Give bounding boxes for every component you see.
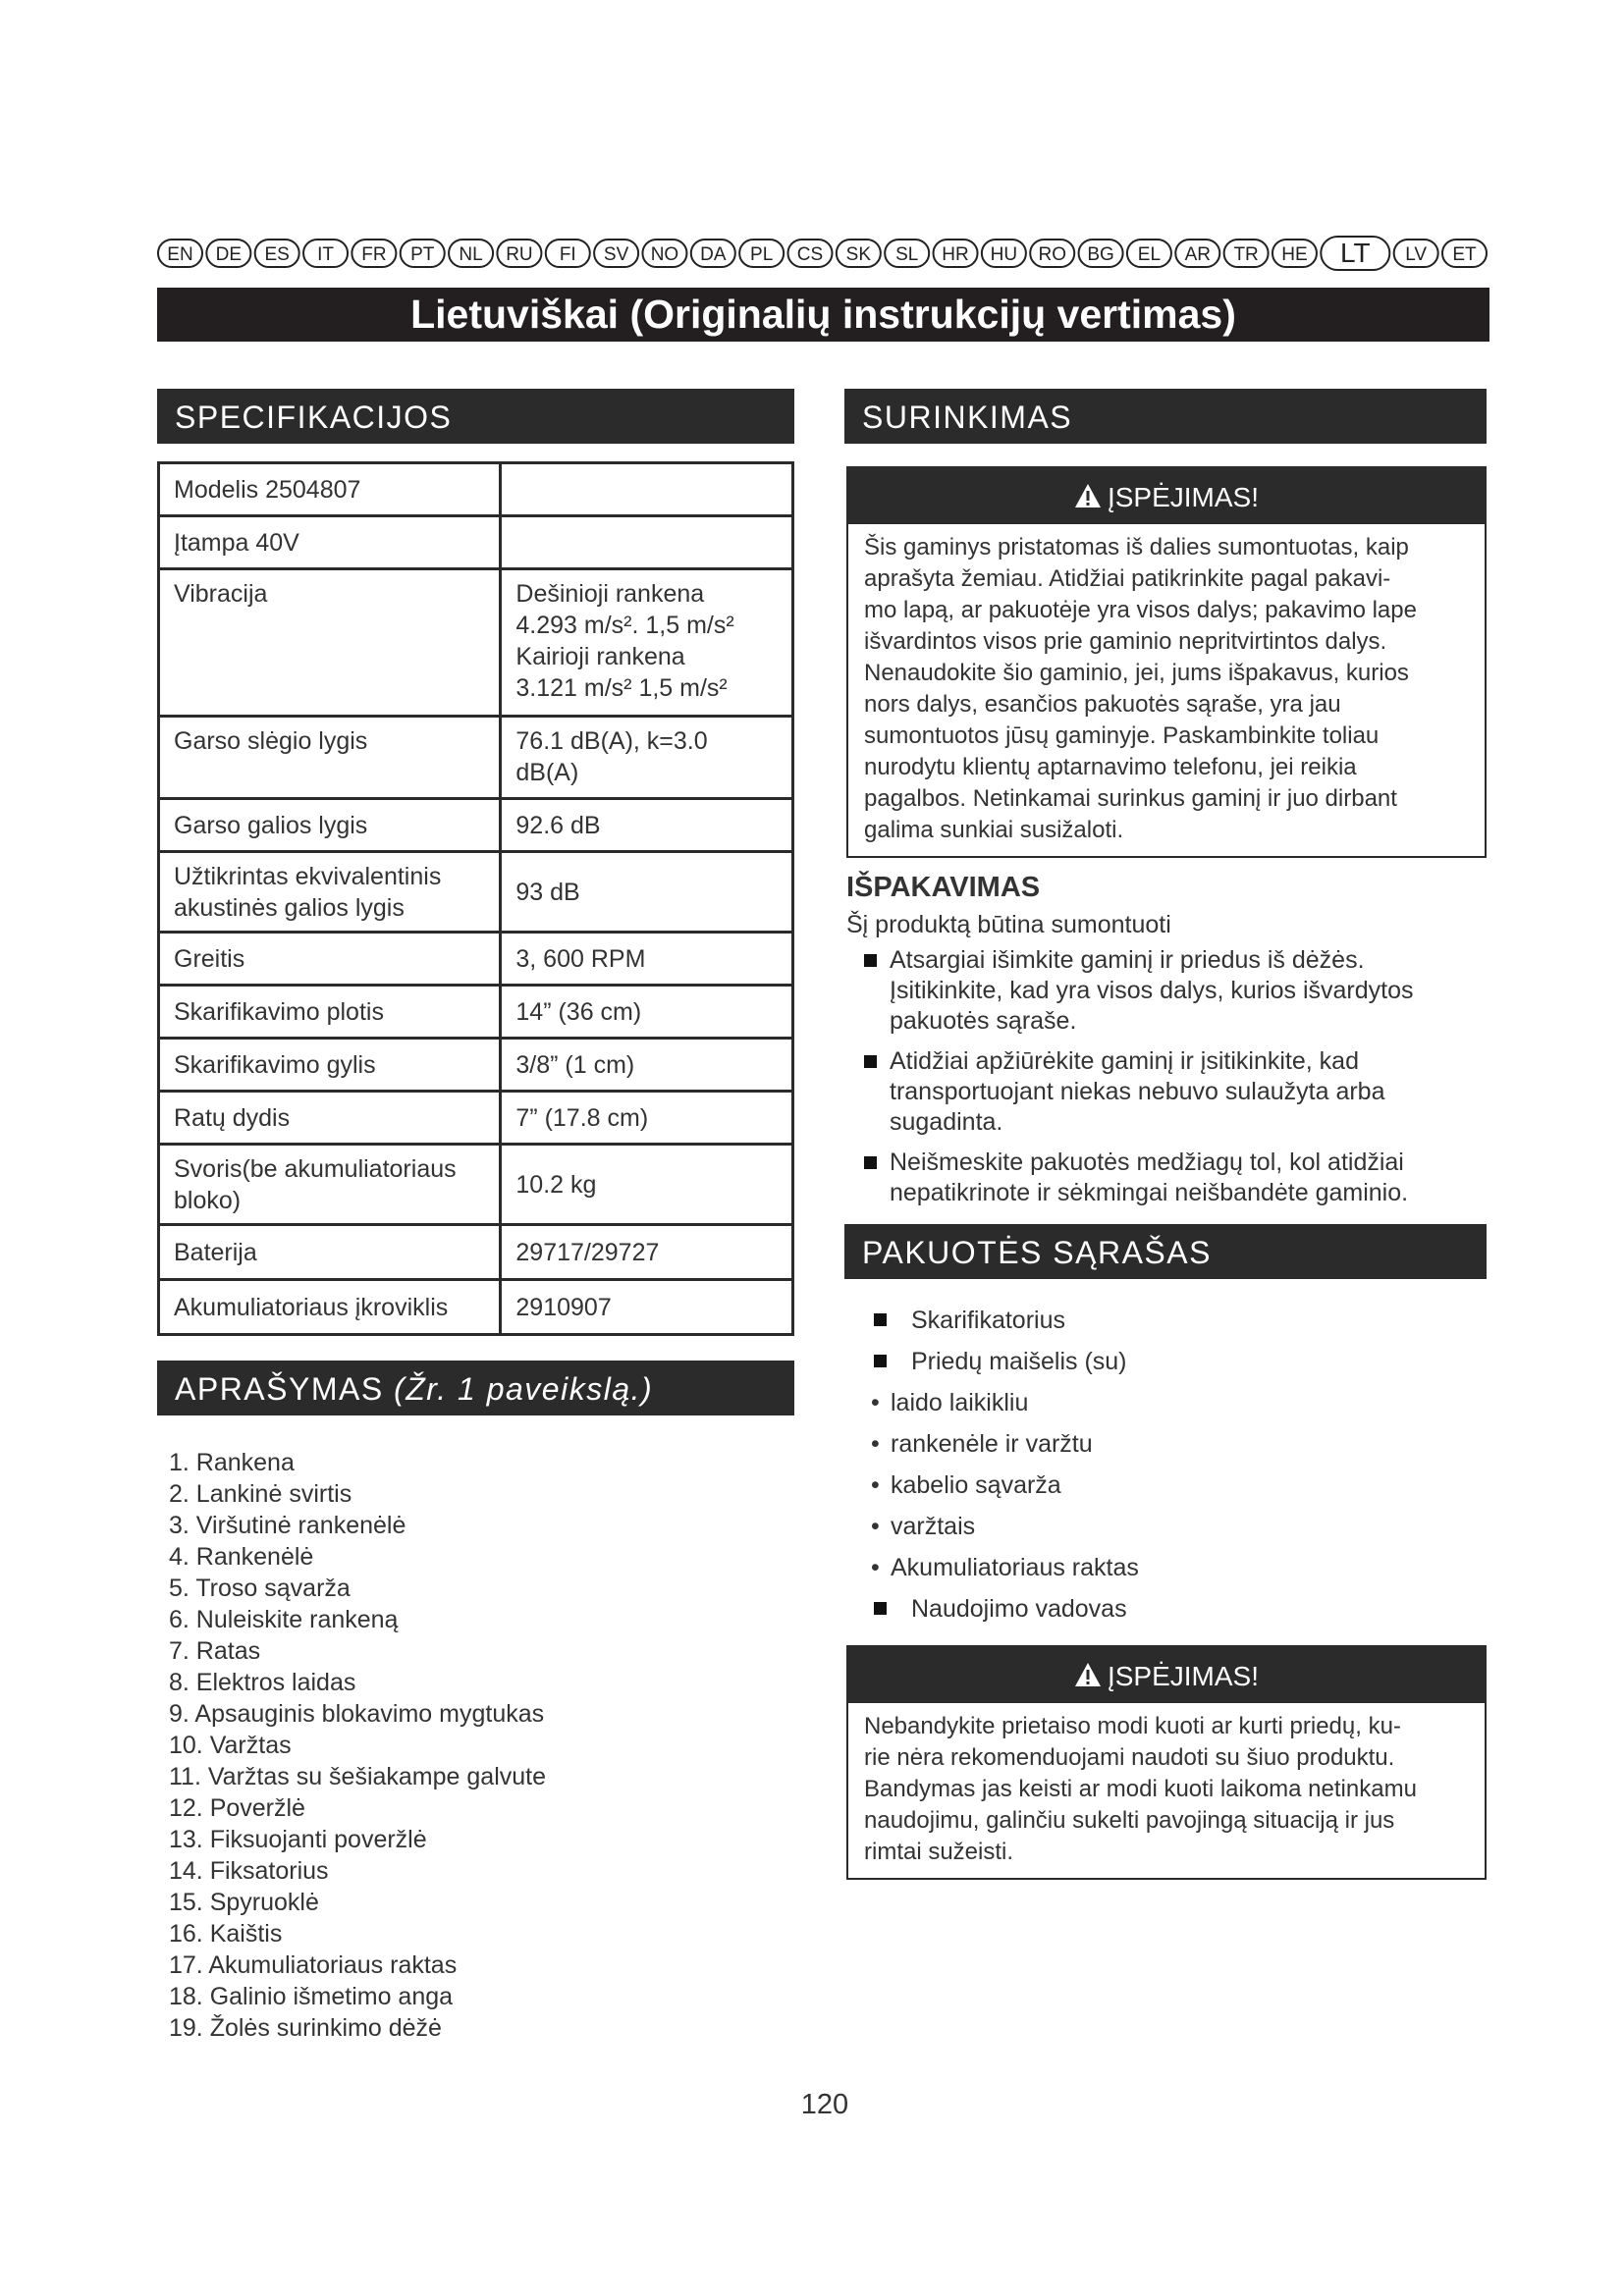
language-tab-hu[interactable] bbox=[982, 240, 1026, 267]
spec-label: Greitis bbox=[159, 933, 501, 986]
svg-text:NO: NO bbox=[650, 244, 679, 265]
warning-line: nors dalys, esančios pakuotės sąraše, yra jau bbox=[864, 691, 1341, 718]
table-row bbox=[159, 986, 793, 1039]
package-item bbox=[869, 1588, 1478, 1629]
unpacking-step-line: transportuojant niekas nebuvo sulaužyta arba bbox=[890, 1078, 1385, 1105]
package-item-label: Naudojimo vadovas bbox=[911, 1595, 1127, 1623]
unpacking-steps-list bbox=[864, 945, 1483, 1218]
language-tab-strip bbox=[157, 236, 1488, 271]
table-row bbox=[159, 516, 793, 569]
warning-box-assembly bbox=[846, 466, 1487, 858]
warning-line: Nenaudokite šio gaminio, jei, jums išpakavus, kurios bbox=[864, 660, 1409, 686]
svg-text:SV: SV bbox=[603, 244, 629, 265]
square-bullet-icon bbox=[864, 1156, 877, 1169]
svg-text:NL: NL bbox=[459, 244, 483, 265]
package-list-heading: PAKUOTĖS SĄRAŠAS bbox=[844, 1224, 1487, 1279]
table-row bbox=[159, 1225, 793, 1280]
svg-text:HE: HE bbox=[1281, 244, 1308, 265]
package-item bbox=[869, 1547, 1478, 1588]
svg-text:DE: DE bbox=[215, 244, 243, 265]
description-item: 18. Galinio išmetimo anga bbox=[169, 1983, 454, 2010]
dot-bullet-icon: • bbox=[871, 1471, 880, 1499]
language-tab-sk[interactable] bbox=[837, 240, 881, 267]
svg-text:LT: LT bbox=[1340, 238, 1371, 268]
spec-value bbox=[501, 717, 793, 799]
language-tab-de[interactable] bbox=[206, 240, 250, 267]
page-title: Lietuviškai (Originalių instrukcijų vertimas) bbox=[157, 288, 1489, 342]
description-item: 11. Varžtas su šešiakampe galvute bbox=[169, 1763, 546, 1790]
spec-label: Akumuliatoriaus įkroviklis bbox=[159, 1280, 501, 1335]
table-row bbox=[159, 1092, 793, 1145]
unpacking-step-line: Įsitikinkite, kad yra visos dalys, kurios išvardytos bbox=[890, 977, 1414, 1004]
package-item-label: Akumuliatoriaus raktas bbox=[891, 1554, 1139, 1581]
warning-line: Nebandykite prietaiso modi kuoti ar kurti priedų, ku- bbox=[864, 1713, 1401, 1739]
language-tab-hr[interactable] bbox=[934, 240, 978, 267]
table-row bbox=[159, 569, 793, 717]
svg-text:PT: PT bbox=[410, 244, 435, 265]
spec-value-line: dB(A) bbox=[515, 759, 579, 786]
language-tab-pl[interactable] bbox=[739, 240, 784, 267]
warning-line: išvardintos visos prie gaminio nepritvirtintos dalys. bbox=[864, 628, 1387, 655]
language-tab-no[interactable] bbox=[642, 240, 686, 267]
spec-value-line: 3.121 m/s² 1,5 m/s² bbox=[515, 674, 728, 702]
spec-label-line: Užtikrintas ekvivalentinis bbox=[174, 862, 442, 890]
dot-bullet-icon: • bbox=[871, 1554, 880, 1581]
language-tab-sl[interactable] bbox=[885, 240, 929, 267]
description-item: 13. Fiksuojanti poveržlė bbox=[169, 1826, 427, 1853]
spec-label bbox=[159, 852, 501, 933]
description-item: 15. Spyruoklė bbox=[169, 1889, 319, 1916]
description-figure-ref: (Žr. 1 paveikslą.) bbox=[394, 1371, 654, 1407]
square-bullet-icon bbox=[864, 1055, 877, 1068]
spec-value: 10.2 kg bbox=[501, 1145, 793, 1225]
language-tab-en[interactable] bbox=[158, 240, 202, 267]
unpacking-step-line: Atidžiai apžiūrėkite gaminį ir įsitikinkite, kad bbox=[890, 1047, 1359, 1075]
language-tab-ar[interactable] bbox=[1175, 240, 1219, 267]
package-item-label: varžtais bbox=[891, 1513, 976, 1540]
table-row bbox=[159, 1145, 793, 1225]
language-tab-cs[interactable] bbox=[788, 240, 833, 267]
language-tab-bg[interactable] bbox=[1079, 240, 1123, 267]
description-item: 8. Elektros laidas bbox=[169, 1669, 356, 1696]
description-item: 1. Rankena bbox=[169, 1449, 295, 1476]
description-item: 9. Apsauginis blokavimo mygtukas bbox=[169, 1700, 545, 1728]
package-item-label: laido laikikliu bbox=[891, 1389, 1029, 1416]
spec-value-line: Dešinioji rankena bbox=[515, 580, 705, 608]
svg-text:EL: EL bbox=[1137, 244, 1162, 265]
spec-label-line: akustinės galios lygis bbox=[174, 893, 405, 922]
svg-text:CS: CS bbox=[796, 244, 824, 265]
assembly-heading: SURINKIMAS bbox=[844, 389, 1487, 444]
language-tab-sv[interactable] bbox=[594, 240, 638, 267]
dot-bullet-icon: • bbox=[871, 1513, 880, 1540]
unpacking-step bbox=[864, 945, 1483, 1037]
table-row bbox=[159, 933, 793, 986]
unpacking-title: IŠPAKAVIMAS bbox=[846, 872, 1041, 903]
spec-value: 29717/29727 bbox=[501, 1225, 793, 1280]
description-item: 4. Rankenėlė bbox=[169, 1543, 314, 1571]
spec-value: 93 dB bbox=[501, 852, 793, 933]
spec-label: Garso slėgio lygis bbox=[159, 717, 501, 799]
table-row bbox=[159, 463, 793, 516]
svg-text:TR: TR bbox=[1233, 244, 1259, 265]
language-tab-el[interactable] bbox=[1127, 240, 1171, 267]
language-tab-he[interactable] bbox=[1272, 240, 1317, 267]
warning-line: rimtai sužeisti. bbox=[864, 1839, 1014, 1865]
unpacking-step-line: Atsargiai išimkite gaminį ir priedus iš dėžės. bbox=[890, 946, 1365, 974]
page-number: 120 bbox=[800, 2089, 849, 2120]
warning-line: sumontuotos jūsų gaminyje. Paskambinkite toliau bbox=[864, 722, 1380, 749]
svg-text:RU: RU bbox=[506, 244, 533, 265]
description-item: 2. Lankinė svirtis bbox=[169, 1480, 352, 1508]
warning-title: ĮSPĖJIMAS! bbox=[1107, 482, 1260, 512]
svg-text:HU: HU bbox=[990, 244, 1018, 265]
description-item: 12. Poveržlė bbox=[169, 1794, 305, 1822]
square-bullet-icon bbox=[874, 1602, 887, 1615]
warning-line: nurodytu klientų aptarnavimo telefonu, jei reikia bbox=[864, 754, 1357, 780]
language-tabs-svg bbox=[157, 236, 1488, 271]
spec-label: Įtampa 40V bbox=[159, 516, 501, 569]
language-tab-pt[interactable] bbox=[401, 240, 445, 267]
warning-line: naudojimu, galinčiu sukelti pavojingą situaciją ir jus bbox=[864, 1807, 1395, 1834]
warning-line: aprašyta žemiau. Atidžiai patikrinkite pagal pakavi- bbox=[864, 565, 1391, 592]
language-tab-it[interactable] bbox=[303, 240, 348, 267]
table-row bbox=[159, 1039, 793, 1092]
language-tab-ru[interactable] bbox=[497, 240, 541, 267]
svg-text:EN: EN bbox=[167, 244, 193, 265]
warning-line: Bandymas jas keisti ar modi kuoti laikoma netinkamu bbox=[864, 1776, 1417, 1802]
svg-text:IT: IT bbox=[317, 244, 334, 265]
description-item: 6. Nuleiskite rankeną bbox=[169, 1606, 399, 1633]
package-item bbox=[869, 1506, 1478, 1547]
language-tab-fr[interactable] bbox=[352, 240, 396, 267]
square-bullet-icon bbox=[864, 954, 877, 967]
table-row bbox=[159, 717, 793, 799]
description-heading bbox=[157, 1361, 794, 1415]
svg-text:ES: ES bbox=[264, 244, 290, 265]
spec-value: 7” (17.8 cm) bbox=[501, 1092, 793, 1145]
spec-value: 92.6 dB bbox=[501, 799, 793, 852]
svg-text:DA: DA bbox=[700, 244, 727, 265]
package-item-label: rankenėle ir varžtu bbox=[891, 1430, 1093, 1458]
package-item bbox=[869, 1341, 1478, 1382]
description-item: 5. Troso sąvarža bbox=[169, 1575, 351, 1602]
svg-text:HR: HR bbox=[942, 244, 969, 265]
spec-value bbox=[501, 569, 793, 717]
unpacking-step-line: nepatikrinote ir sėkmingai neišbandėte gaminio. bbox=[890, 1179, 1409, 1206]
square-bullet-icon bbox=[874, 1313, 887, 1326]
spec-label: Modelis 2504807 bbox=[159, 463, 501, 516]
language-tab-da[interactable] bbox=[691, 240, 735, 267]
spec-value: 3/8” (1 cm) bbox=[501, 1039, 793, 1092]
language-tab-ro[interactable] bbox=[1030, 240, 1074, 267]
svg-text:FI: FI bbox=[559, 244, 576, 265]
spec-value-line: Kairioji rankena bbox=[515, 643, 685, 670]
language-tab-es[interactable] bbox=[255, 240, 299, 267]
package-item bbox=[869, 1300, 1478, 1341]
description-item: 16. Kaištis bbox=[169, 1920, 283, 1948]
warning-box-modification bbox=[846, 1645, 1487, 1880]
spec-value-line: 76.1 dB(A), k=3.0 bbox=[515, 727, 708, 755]
spec-value: 14” (36 cm) bbox=[501, 986, 793, 1039]
unpacking-step-line: pakuotės sąraše. bbox=[890, 1007, 1077, 1035]
language-tab-et[interactable] bbox=[1442, 240, 1487, 267]
svg-text:SK: SK bbox=[845, 244, 872, 265]
package-contents-list bbox=[869, 1300, 1478, 1629]
language-tab-fi[interactable] bbox=[546, 240, 590, 267]
spec-label: Vibracija bbox=[159, 569, 501, 717]
svg-text:AR: AR bbox=[1184, 244, 1211, 265]
spec-label bbox=[159, 1145, 501, 1225]
spec-label: Baterija bbox=[159, 1225, 501, 1280]
description-item: 10. Varžtas bbox=[169, 1732, 292, 1759]
warning-line: galima sunkiai susižaloti. bbox=[864, 817, 1124, 843]
spec-label-line: bloko) bbox=[174, 1186, 242, 1214]
specifications-heading: SPECIFIKACIJOS bbox=[157, 389, 794, 444]
specifications-table bbox=[157, 461, 794, 1336]
language-tab-lt[interactable] bbox=[1321, 237, 1389, 270]
description-item: 17. Akumuliatoriaus raktas bbox=[169, 1951, 458, 1979]
description-item: 3. Viršutinė rankenėlė bbox=[169, 1512, 406, 1539]
table-row bbox=[159, 1280, 793, 1335]
unpacking-step-line: Neišmeskite pakuotės medžiagų tol, kol atidžiai bbox=[890, 1148, 1404, 1176]
package-item-label: Skarifikatorius bbox=[911, 1307, 1065, 1334]
spec-label: Skarifikavimo gylis bbox=[159, 1039, 501, 1092]
description-parts-list bbox=[169, 1447, 778, 2044]
package-item bbox=[869, 1423, 1478, 1465]
warning-header bbox=[848, 468, 1485, 524]
table-row bbox=[159, 799, 793, 852]
svg-text:SL: SL bbox=[895, 244, 919, 265]
spec-value bbox=[501, 516, 793, 569]
svg-text:BG: BG bbox=[1087, 244, 1114, 265]
unpacking-step-line: sugadinta. bbox=[890, 1108, 1003, 1136]
package-item-label: kabelio sąvarža bbox=[891, 1471, 1061, 1499]
dot-bullet-icon: • bbox=[871, 1430, 880, 1458]
table-row bbox=[159, 852, 793, 933]
warning-line: pagalbos. Netinkamai surinkus gaminį ir juo dirbant bbox=[864, 785, 1397, 812]
warning-text bbox=[848, 524, 1485, 856]
unpacking-step bbox=[864, 1148, 1483, 1208]
unpacking-step bbox=[864, 1046, 1483, 1138]
description-heading-text: APRAŠYMAS bbox=[175, 1371, 384, 1407]
svg-text:ET: ET bbox=[1452, 244, 1477, 265]
spec-value-line: 4.293 m/s². 1,5 m/s² bbox=[515, 612, 734, 639]
spec-value bbox=[501, 463, 793, 516]
description-item: 14. Fiksatorius bbox=[169, 1857, 329, 1885]
spec-label-line: Svoris(be akumuliatoriaus bbox=[174, 1154, 457, 1183]
spec-value: 3, 600 RPM bbox=[501, 933, 793, 986]
square-bullet-icon bbox=[874, 1355, 887, 1367]
language-tab-lv[interactable] bbox=[1394, 240, 1438, 267]
language-tab-tr[interactable] bbox=[1224, 240, 1269, 267]
svg-text:PL: PL bbox=[750, 244, 774, 265]
language-tab-nl[interactable] bbox=[449, 240, 493, 267]
spec-label: Ratų dydis bbox=[159, 1092, 501, 1145]
package-item-label: Priedų maišelis (su) bbox=[911, 1348, 1127, 1375]
svg-text:LV: LV bbox=[1405, 244, 1428, 265]
warning-line: rie nėra rekomenduojami naudoti su šiuo produktu. bbox=[864, 1744, 1395, 1771]
svg-text:RO: RO bbox=[1038, 244, 1066, 265]
warning-title: ĮSPĖJIMAS! bbox=[1107, 1661, 1260, 1691]
warning-triangle-icon bbox=[1074, 470, 1102, 529]
description-item: 19. Žolės surinkimo dėžė bbox=[169, 2014, 442, 2042]
spec-label: Garso galios lygis bbox=[159, 799, 501, 852]
unpacking-intro: Šį produktą būtina sumontuoti bbox=[846, 911, 1171, 938]
dot-bullet-icon: • bbox=[871, 1389, 880, 1416]
spec-label: Skarifikavimo plotis bbox=[159, 986, 501, 1039]
warning-text bbox=[848, 1703, 1485, 1878]
description-item: 7. Ratas bbox=[169, 1637, 261, 1665]
package-item bbox=[869, 1382, 1478, 1423]
warning-triangle-icon bbox=[1074, 1649, 1102, 1708]
spec-value: 2910907 bbox=[501, 1280, 793, 1335]
warning-line: Šis gaminys pristatomas iš dalies sumontuotas, kaip bbox=[864, 534, 1409, 561]
warning-line: mo lapą, ar pakuotėje yra visos dalys; pakavimo lape bbox=[864, 597, 1417, 623]
svg-text:FR: FR bbox=[361, 244, 387, 265]
package-item bbox=[869, 1465, 1478, 1506]
warning-header bbox=[848, 1647, 1485, 1703]
